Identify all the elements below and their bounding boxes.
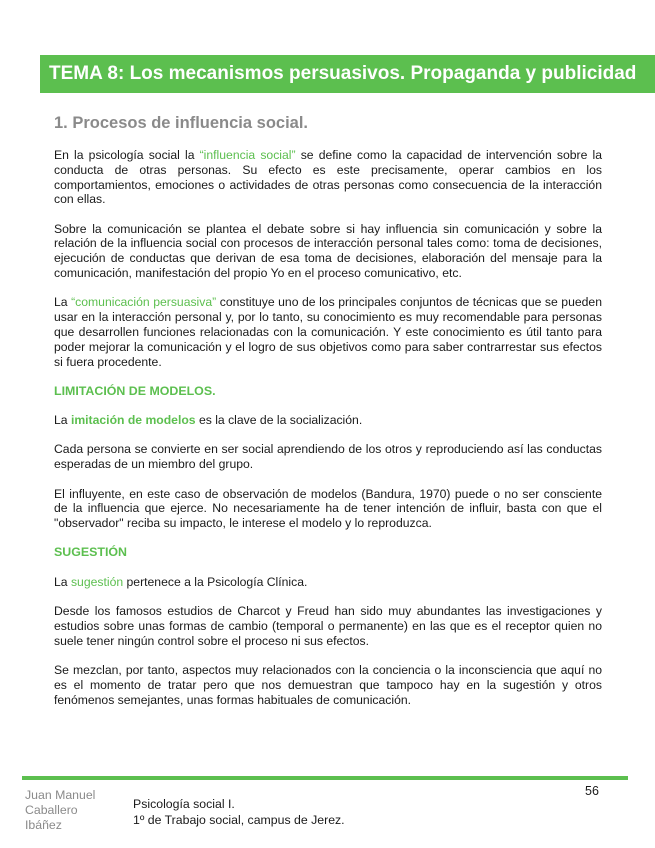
- footer-course: [133, 797, 345, 828]
- subheading-limitacion-modelos: LIMITACIÓN DE MODELOS.: [54, 383, 216, 398]
- paragraph-sugestion: [54, 575, 602, 590]
- page-number: 56: [585, 784, 599, 798]
- paragraph-charcot-freud: Desde los famosos estudios de Charcot y Freud han sido muy abundantes las investigaciones y estudios sobre unas formas de cambio (temporal o permanente) en las que es el receptor quien no suele tener ningún control sobre el proceso ni sus efectos.: [54, 604, 602, 648]
- chapter-title: TEMA 8: Los mecanismos persuasivos. Propaganda y publicidad: [49, 63, 637, 84]
- term-imitacion-modelos: imitación de modelos: [70, 413, 196, 428]
- term-sugestion: sugestión: [70, 574, 124, 589]
- course-campus: 1º de Trabajo social, campus de Jerez.: [133, 812, 345, 827]
- course-name: Psicología social I.: [133, 797, 235, 811]
- footer-author: [25, 788, 115, 833]
- paragraph-text: La: [54, 574, 71, 589]
- paragraph-influencia-social: [54, 148, 602, 207]
- paragraph-text: se define como la capacidad de intervención sobre la conducta de otras personas. Su efecto es este precisamente, operar cambios en los comportamientos, emociones o actividades de otras personas como consecuencia de la interacción con ellas.: [54, 148, 602, 207]
- paragraph-text: La: [54, 413, 71, 428]
- paragraph-comunicacion-persuasiva: [54, 295, 602, 369]
- chapter-title-banner: [40, 55, 655, 93]
- paragraph-text: es la clave de la socialización.: [195, 413, 363, 428]
- paragraph-text: constituye uno de los principales conjuntos de técnicas que se pueden usar en la interacción personal y, por lo tanto, su conocimiento es muy recomendable para personas que desarrollen funciones relacionadas con la comunicación. Y este conocimiento es útil tanto para poder mejorar la comunicación y el logro de sus objetivos como para saber contrarrestar sus efectos si fuera procedente.: [54, 295, 602, 369]
- paragraph-text: En la psicología social la: [54, 148, 200, 162]
- author-line: Ibáñez: [25, 818, 62, 832]
- page-body: [54, 113, 602, 722]
- term-comunicacion-persuasiva: “comunicación persuasiva”: [71, 295, 217, 310]
- paragraph-ser-social: Cada persona se convierte en ser social aprendiendo de los otros y reproduciendo así las conductas esperadas de un miembro del grupo.: [54, 442, 602, 472]
- author-line: Juan Manuel: [25, 788, 96, 802]
- paragraph-conciencia: Se mezclan, por tanto, aspectos muy relacionados con la conciencia o la inconsciencia que aquí no es el momento de tratar pero que nos demuestran que tampoco hay en la sugestión y otros fenómenos semejantes, unas formas habituales de comunicación.: [54, 662, 602, 707]
- paragraph-imitacion-modelos: [54, 413, 602, 428]
- paragraph-text: La: [54, 295, 72, 310]
- author-line: Caballero: [25, 803, 78, 817]
- term-influencia-social: “influencia social”: [199, 148, 296, 162]
- section-title: 1. Procesos de influencia social.: [54, 114, 309, 132]
- paragraph-text: pertenece a la Psicología Clínica.: [123, 574, 308, 589]
- paragraph-debate-comunicacion: Sobre la comunicación se plantea el debate sobre si hay influencia sin comunicación y sobre la relación de la influencia social con procesos de interacción personal tales como: toma de decisiones, ejecución de conductas que derivan de esa toma de decisiones, elaboración del mensaje para la comunicación, manifestación del propio Yo en el proceso comunicativo, etc.: [54, 221, 602, 281]
- paragraph-influyente: El influyente, en este caso de observación de modelos (Bandura, 1970) puede o no ser consciente de la influencia que ejerce. No necesariamente ha de tener intención de influir, basta con que el "observador" reciba su impacto, le interese el modelo y lo reproduzca.: [54, 486, 602, 531]
- subheading-sugestion: SUGESTIÓN: [54, 545, 127, 560]
- footer-divider: [22, 776, 628, 780]
